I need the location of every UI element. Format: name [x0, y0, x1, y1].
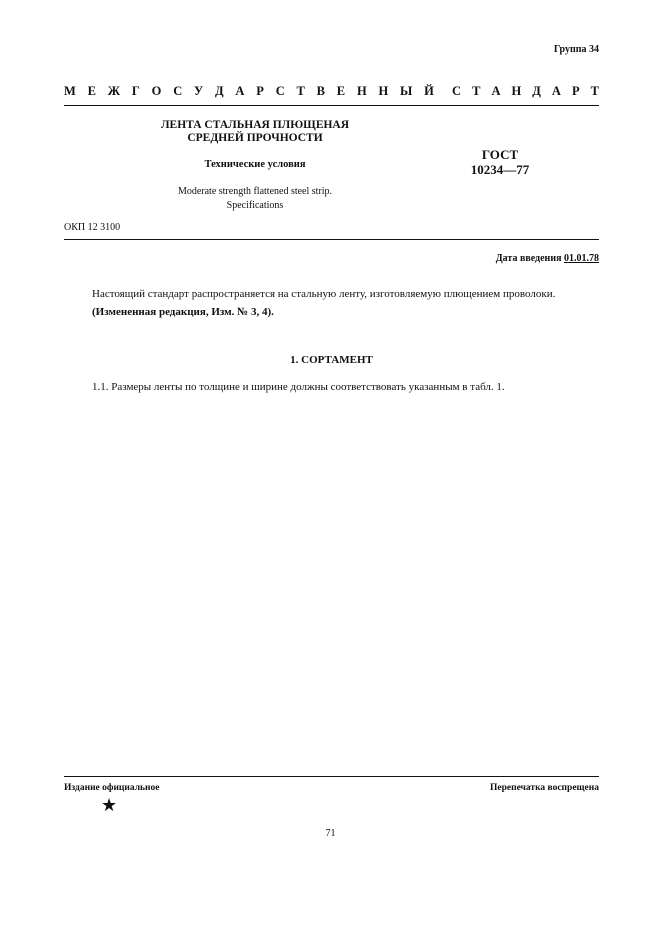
- introduction-date-label: Дата введения: [495, 253, 562, 264]
- group-label: Группа 34: [553, 44, 599, 55]
- gost-designation: [440, 147, 560, 177]
- gost-number: 10234—77: [470, 162, 530, 177]
- gost-label: ГОСТ: [481, 147, 519, 162]
- top-divider: [64, 105, 599, 106]
- english-title-line-2: Specifications: [226, 200, 284, 211]
- okp-code: ОКП 12 3100: [64, 222, 121, 233]
- section-title: 1. СОРТАМЕНТ: [290, 354, 373, 366]
- english-title-line-1: Moderate strength flattened steel strip.: [177, 186, 333, 197]
- document-title-line-2: СРЕДНЕЙ ПРОЧНОСТИ: [187, 132, 323, 144]
- interstate-word-1: М Е Ж Г О С У Д А Р С Т В Е Н Н Ы Й: [64, 84, 434, 98]
- intro-paragraph: Настоящий стандарт распространяется на стальную ленту, изготовляемую плющением проволоки.: [92, 288, 556, 300]
- clause-1-1: 1.1. Размеры ленты по толщине и ширине должны соответствовать указанным в табл. 1.: [92, 381, 505, 393]
- introduction-date-value: 01.01.78: [564, 253, 599, 264]
- middle-divider: [64, 239, 599, 240]
- official-edition-label: Издание официальное: [64, 783, 160, 793]
- interstate-standard-heading: [64, 84, 599, 99]
- reprint-prohibited-label: Перепечатка воспрещена: [489, 783, 599, 793]
- title-block: [150, 119, 360, 213]
- page-number: 71: [325, 828, 336, 839]
- star-icon: ★: [101, 795, 118, 816]
- introduction-date: [496, 253, 599, 264]
- document-title-line-1: ЛЕНТА СТАЛЬНАЯ ПЛЮЩЕНАЯ: [160, 119, 350, 131]
- intro-paragraph-block: [64, 287, 599, 319]
- interstate-word-2: С Т А Н Д А Р Т: [452, 84, 599, 98]
- revision-note: (Измененная редакция, Изм. № 3, 4).: [92, 305, 274, 318]
- bottom-divider: [64, 776, 599, 777]
- document-subtitle: Технические условия: [204, 159, 306, 170]
